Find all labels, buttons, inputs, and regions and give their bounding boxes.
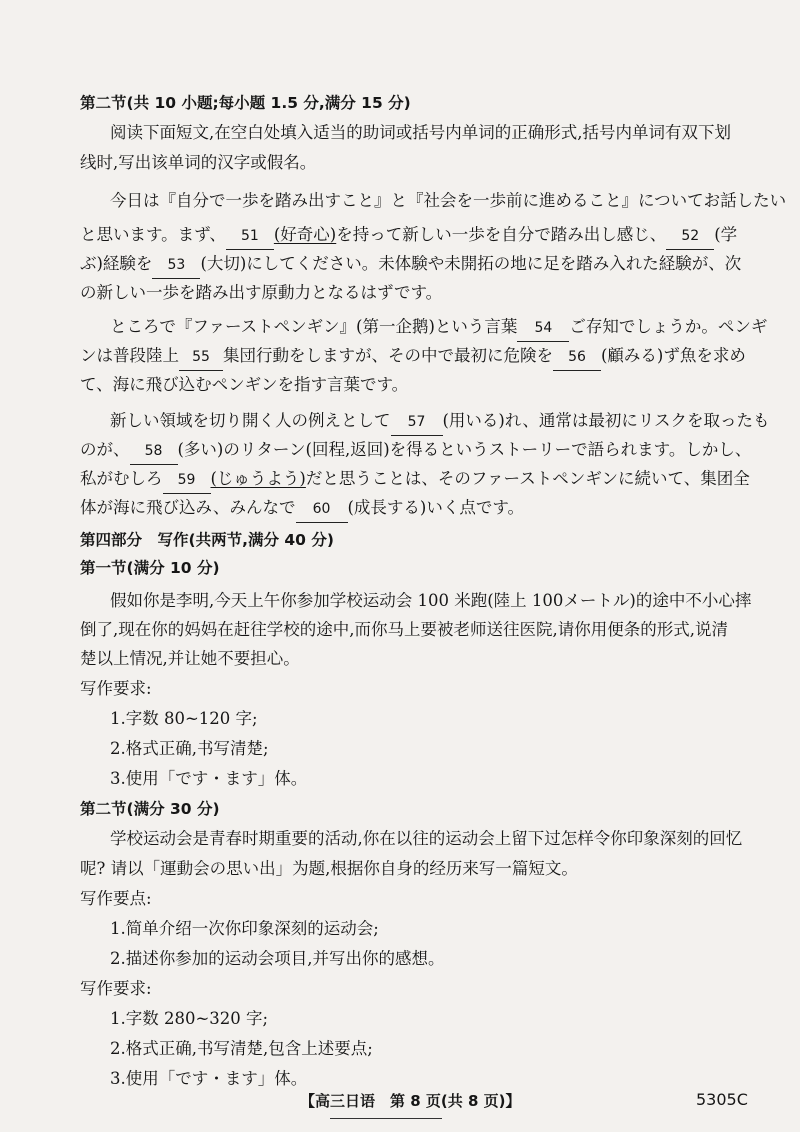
text: (学 bbox=[714, 225, 738, 244]
passage-p3-line-4 bbox=[80, 495, 740, 523]
passage-p1-line-3 bbox=[80, 251, 740, 279]
section2-header: 第二节(共 10 小题;每小题 1.5 分,满分 15 分) bbox=[80, 94, 411, 112]
passage-p1-line-4: の新しい一歩を踏み出す原動力となるはずです。 bbox=[80, 283, 443, 302]
text: ぶ)経験を bbox=[80, 254, 153, 273]
text: (成長する)いく点です。 bbox=[347, 498, 525, 517]
text: (用いる)れ、通常は最初にリスクを取ったも bbox=[442, 411, 770, 430]
writing2-req-3: 3.使用「です・ます」体。 bbox=[110, 1069, 308, 1088]
hint-word: (好奇心) bbox=[273, 225, 337, 244]
blank-53: 53 bbox=[152, 252, 200, 279]
writing2-line-1: 学校运动会是青春时期重要的活动,你在以往的运动会上留下过怎样令你印象深刻的回忆 bbox=[110, 829, 743, 848]
text: 新しい領域を切り開く人の例えとして bbox=[110, 411, 391, 430]
text: 体が海に飛び込み、みんなで bbox=[80, 498, 296, 517]
blank-60: 60 bbox=[296, 496, 348, 523]
text: だと思うことは、そのファーストペンギンに続いて、集团全 bbox=[305, 469, 750, 488]
passage-p2-line-2 bbox=[80, 343, 746, 371]
passage-p2-line-1 bbox=[110, 314, 768, 342]
text: ところで『ファーストペンギン』(第一企鹅)という言葉 bbox=[110, 317, 518, 336]
text: 集団行動をしますが、その中で最初に危険を bbox=[223, 346, 553, 365]
passage-p3-line-1 bbox=[110, 408, 770, 436]
writing1-line-3: 楚以上情况,并让她不要担心。 bbox=[80, 649, 300, 668]
text: を持って新しい一歩を自分で踏み出し感じ、 bbox=[336, 225, 667, 244]
footer-divider bbox=[330, 1118, 442, 1119]
passage-p1-line-2 bbox=[80, 222, 740, 250]
writing2-point-1: 1.简单介绍一次你印象深刻的运动会; bbox=[110, 919, 379, 938]
text: (多い)のリターン(回程,返回)を得るというストーリーで語られます。しかし、 bbox=[177, 440, 752, 459]
writing2-point-2: 2.描述你参加的运动会项目,并写出你的感想。 bbox=[110, 949, 445, 968]
writing1-line-1: 假如你是李明,今天上午你参加学校运动会 100 米跑(陸上 100メートル)的途中不小心摔 bbox=[110, 591, 752, 610]
instruction-line-1: 阅读下面短文,在空白处填入适当的助词或括号内单词的正确形式,括号内单词有双下划 bbox=[110, 123, 731, 142]
blank-57: 57 bbox=[391, 409, 443, 436]
hint-word: (じゅうよう) bbox=[210, 469, 306, 488]
footer-exam-code: 5305C bbox=[696, 1090, 748, 1109]
text: と思います。まず、 bbox=[80, 225, 226, 244]
writing1-req-2: 2.格式正确,书写清楚; bbox=[110, 739, 269, 758]
blank-52: 52 bbox=[666, 223, 714, 250]
blank-56: 56 bbox=[553, 344, 601, 371]
text: のが、 bbox=[80, 440, 130, 459]
passage-p1-line-1: 今日は『自分で一歩を踏み出すこと』と『社会を一歩前に進めること』についてお話したい bbox=[110, 191, 787, 210]
writing1-req-1: 1.字数 80~120 字; bbox=[110, 709, 258, 728]
instruction-line-2: 线时,写出该单词的汉字或假名。 bbox=[80, 153, 317, 172]
blank-59: 59 bbox=[163, 467, 211, 494]
blank-58: 58 bbox=[130, 438, 178, 465]
passage-p3-line-2 bbox=[80, 437, 752, 465]
text: (顧みる)ず魚を求め bbox=[601, 346, 746, 365]
footer-page-label: 【高三日语 第 8 页(共 8 页)】 bbox=[300, 1092, 521, 1110]
part4-header: 第四部分 写作(共两节,满分 40 分) bbox=[80, 531, 334, 549]
writing2-header: 第二节(满分 30 分) bbox=[80, 800, 220, 818]
page-footer bbox=[0, 1090, 800, 1116]
text: 私がむしろ bbox=[80, 469, 163, 488]
passage-p3-line-3 bbox=[80, 466, 750, 494]
text: ご存知でしょうか。ペンギ bbox=[569, 317, 768, 336]
blank-54: 54 bbox=[517, 315, 569, 342]
writing2-req-1: 1.字数 280~320 字; bbox=[110, 1009, 269, 1028]
writing1-line-2: 倒了,现在你的妈妈在赶往学校的途中,而你马上要被老师送往医院,请你用便条的形式,说清 bbox=[80, 620, 728, 639]
passage-p2-line-3: て、海に飛び込むペンギンを指す言葉です。 bbox=[80, 375, 409, 394]
writing2-points-label: 写作要点: bbox=[80, 889, 152, 908]
writing1-req-3: 3.使用「です・ます」体。 bbox=[110, 769, 308, 788]
blank-55: 55 bbox=[179, 344, 223, 371]
writing2-req-2: 2.格式正确,书写清楚,包含上述要点; bbox=[110, 1039, 373, 1058]
text: (大切)にしてください。未体験や未開拓の地に足を踏み入れた経験が、次 bbox=[200, 254, 742, 273]
writing1-header: 第一节(满分 10 分) bbox=[80, 559, 220, 577]
text: ンは普段陸上 bbox=[80, 346, 179, 365]
writing2-req-label: 写作要求: bbox=[80, 979, 152, 998]
writing2-line-2: 呢? 请以「運動会の思い出」为题,根据你自身的经历来写一篇短文。 bbox=[80, 859, 578, 878]
blank-51: 51 bbox=[226, 223, 274, 250]
writing1-req-label: 写作要求: bbox=[80, 679, 152, 698]
